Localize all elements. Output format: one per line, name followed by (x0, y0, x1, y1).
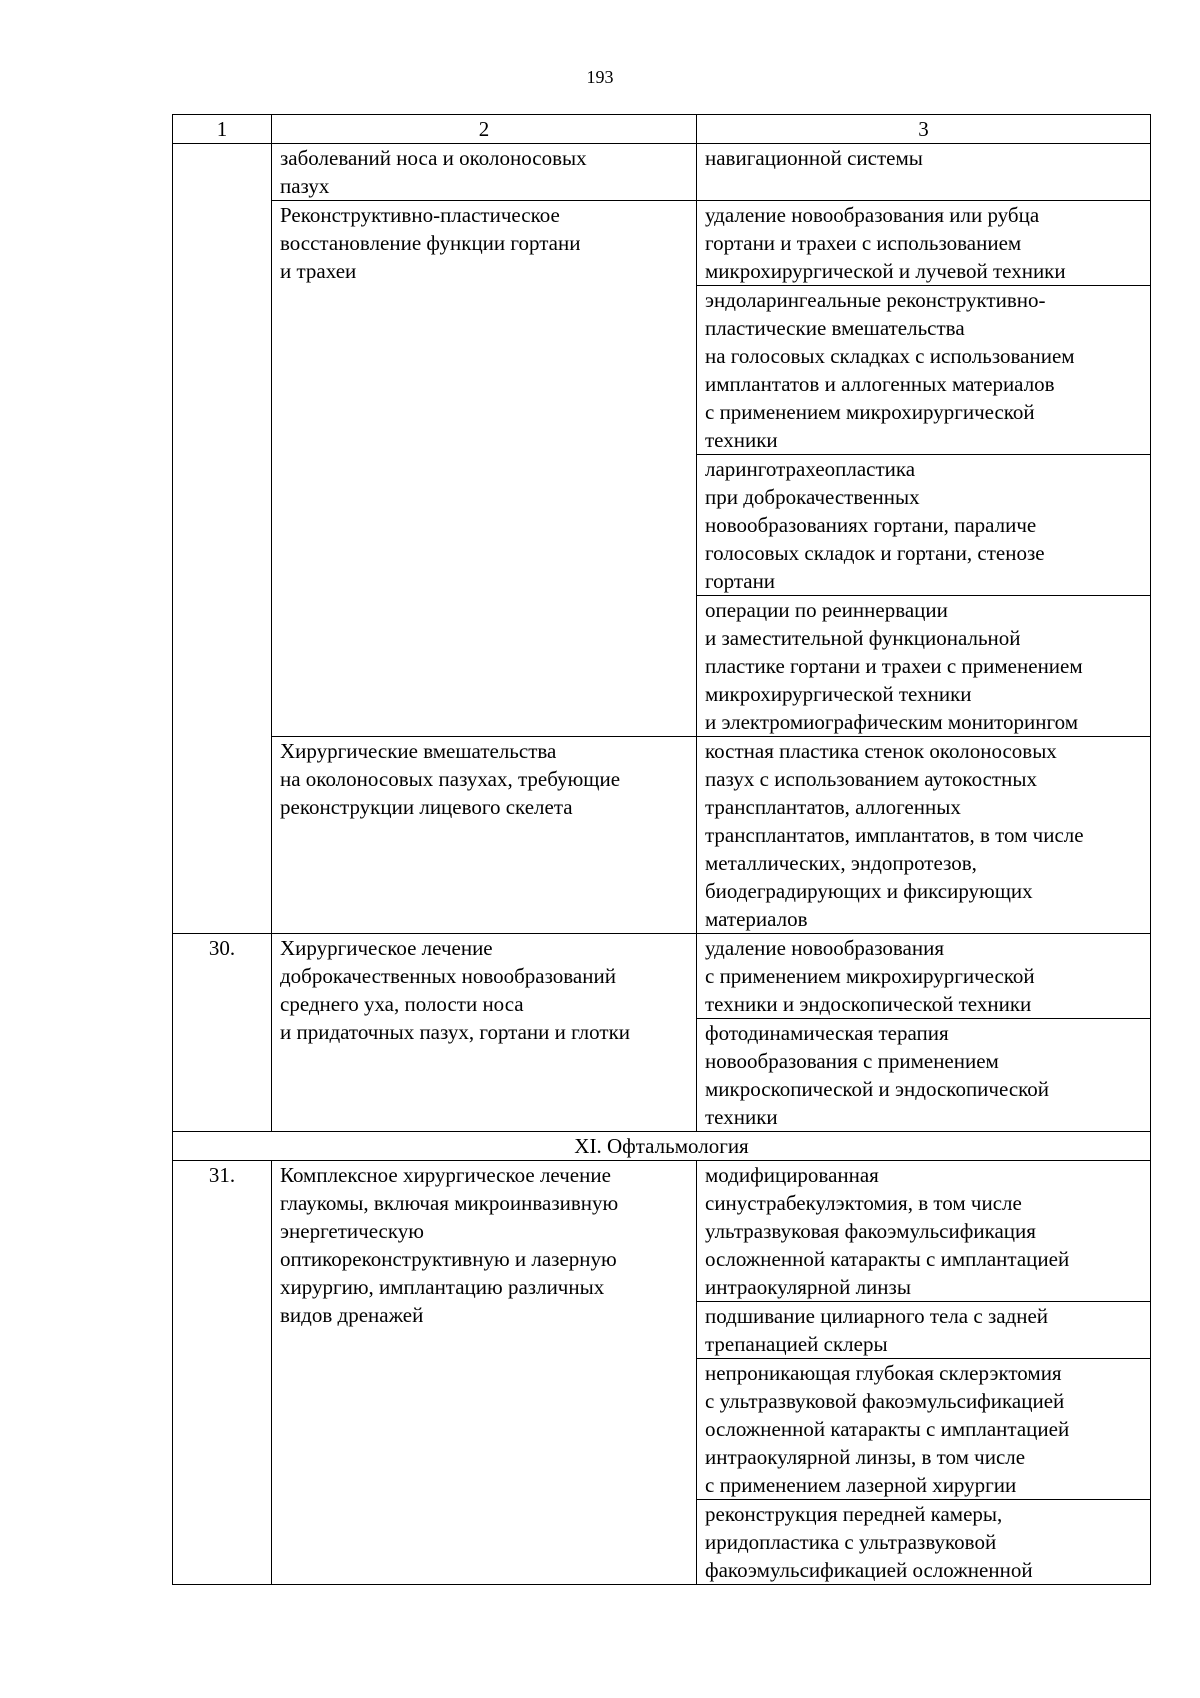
section-row (173, 1132, 1151, 1161)
text-line: костная пластика стенок околоносовых (705, 739, 1057, 763)
intervention-name (272, 1161, 697, 1585)
table-row (173, 1161, 1151, 1302)
treatment-method (697, 1161, 1151, 1302)
text-line: имплантатов и аллогенных материалов (705, 372, 1055, 396)
text-line: и электромиографическим мониторингом (705, 710, 1079, 734)
intervention-name (272, 737, 697, 934)
text-line: и трахеи (280, 259, 357, 283)
text-line: ларинготрахеопластика (705, 457, 916, 481)
text-line: металлических, эндопротезов, (705, 851, 977, 875)
intervention-name (272, 201, 697, 737)
text-line: ультразвуковая факоэмульсификация (705, 1219, 1036, 1243)
table-row (173, 737, 1151, 934)
text-line: синустрабекулэктомия, в том числе (705, 1191, 1022, 1215)
text-line: непроникающая глубокая склерэктомия (705, 1361, 1062, 1385)
text-line: пазух с использованием аутокостных (705, 767, 1037, 791)
text-line: при доброкачественных (705, 485, 920, 509)
text-line: осложненной катаракты с имплантацией (705, 1247, 1070, 1271)
text-line: Хирургическое лечение (280, 936, 493, 960)
text-line: биодеградирующих и фиксирующих (705, 879, 1033, 903)
column-header-1: 1 (173, 115, 272, 144)
text-line: удаление новообразования или рубца (705, 203, 1040, 227)
text-line: видов дренажей (280, 1303, 424, 1327)
text-line: трепанацией склеры (705, 1332, 888, 1356)
treatment-method (697, 596, 1151, 737)
text-line: интраокулярной линзы, в том числе (705, 1445, 1026, 1469)
text-line: материалов (705, 907, 808, 931)
text-line: микрохирургической техники (705, 682, 972, 706)
text-line: глаукомы, включая микроинвазивную (280, 1191, 619, 1215)
text-line: заболеваний носа и околоносовых (280, 146, 587, 170)
text-line: пазух (280, 174, 330, 198)
text-line: Хирургические вмешательства (280, 739, 557, 763)
text-line: реконструкции лицевого скелета (280, 795, 573, 819)
table-row (173, 201, 1151, 286)
text-line: на голосовых складках с использованием (705, 344, 1075, 368)
treatment-method (697, 455, 1151, 596)
text-line: техники и эндоскопической техники (705, 992, 1032, 1016)
text-line: техники (705, 428, 778, 452)
text-line: эндоларингеальные реконструктивно- (705, 288, 1046, 312)
text-line: оптикореконструктивную и лазерную (280, 1247, 617, 1271)
treatment-method (697, 934, 1151, 1019)
text-line: энергетическую (280, 1219, 424, 1243)
text-line: осложненной катаракты с имплантацией (705, 1417, 1070, 1441)
text-line: иридопластика с ультразвуковой (705, 1530, 997, 1554)
intervention-name (272, 934, 697, 1132)
row-number (173, 144, 272, 934)
intervention-name (272, 144, 697, 201)
table-header-row (173, 115, 1151, 144)
text-line: Реконструктивно-пластическое (280, 203, 560, 227)
column-header-3: 3 (697, 115, 1151, 144)
treatment-method (697, 1500, 1151, 1585)
text-line: микроскопической и эндоскопической (705, 1077, 1050, 1101)
table-body (173, 115, 1151, 1585)
text-line: Комплексное хирургическое лечение (280, 1163, 611, 1187)
treatment-method (697, 1302, 1151, 1359)
text-line: с применением лазерной хирургии (705, 1473, 1017, 1497)
text-line: новообразования с применением (705, 1049, 999, 1073)
text-line: и заместительной функциональной (705, 626, 1021, 650)
text-line: на околоносовых пазухах, требующие (280, 767, 621, 791)
text-line: микрохирургической и лучевой техники (705, 259, 1066, 283)
treatment-method (697, 1359, 1151, 1500)
text-line: гортани (705, 569, 776, 593)
treatment-method (697, 1019, 1151, 1132)
text-line: хирургию, имплантацию различных (280, 1275, 605, 1299)
page-number: 193 (586, 67, 614, 87)
text-line: удаление новообразования (705, 936, 944, 960)
column-header-2: 2 (272, 115, 697, 144)
text-line: навигационной системы (705, 146, 923, 170)
text-line: техники (705, 1105, 778, 1129)
text-line: факоэмульсификацией осложненной (705, 1558, 1033, 1582)
text-line: доброкачественных новообразований (280, 964, 616, 988)
treatment-method (697, 144, 1151, 201)
text-line: фотодинамическая терапия (705, 1021, 949, 1045)
text-line: операции по реиннервации (705, 598, 948, 622)
text-line: голосовых складок и гортани, стенозе (705, 541, 1045, 565)
section-title: XI. Офтальмология (173, 1132, 1151, 1161)
text-line: трансплантатов, аллогенных (705, 795, 961, 819)
text-line: и придаточных пазух, гортани и глотки (280, 1020, 631, 1044)
text-line: пластические вмешательства (705, 316, 965, 340)
table-row (173, 934, 1151, 1019)
text-line: реконструкция передней камеры, (705, 1502, 1003, 1526)
text-line: пластике гортани и трахеи с применением (705, 654, 1083, 678)
text-line: с применением микрохирургической (705, 400, 1035, 424)
text-line: восстановление функции гортани (280, 231, 581, 255)
row-number: 30. (173, 934, 272, 1132)
table-row (173, 144, 1151, 201)
text-line: интраокулярной линзы (705, 1275, 911, 1299)
text-line: с ультразвуковой факоэмульсификацией (705, 1389, 1065, 1413)
text-line: среднего уха, полости носа (280, 992, 524, 1016)
row-number: 31. (173, 1161, 272, 1585)
treatment-method (697, 737, 1151, 934)
text-line: новообразованиях гортани, параличе (705, 513, 1037, 537)
text-line: модифицированная (705, 1163, 879, 1187)
text-line: подшивание цилиарного тела с задней (705, 1304, 1049, 1328)
procedures-table (172, 114, 1151, 1585)
treatment-method (697, 201, 1151, 286)
text-line: гортани и трахеи с использованием (705, 231, 1022, 255)
text-line: трансплантатов, имплантатов, в том числе (705, 823, 1084, 847)
treatment-method (697, 286, 1151, 455)
text-line: с применением микрохирургической (705, 964, 1035, 988)
